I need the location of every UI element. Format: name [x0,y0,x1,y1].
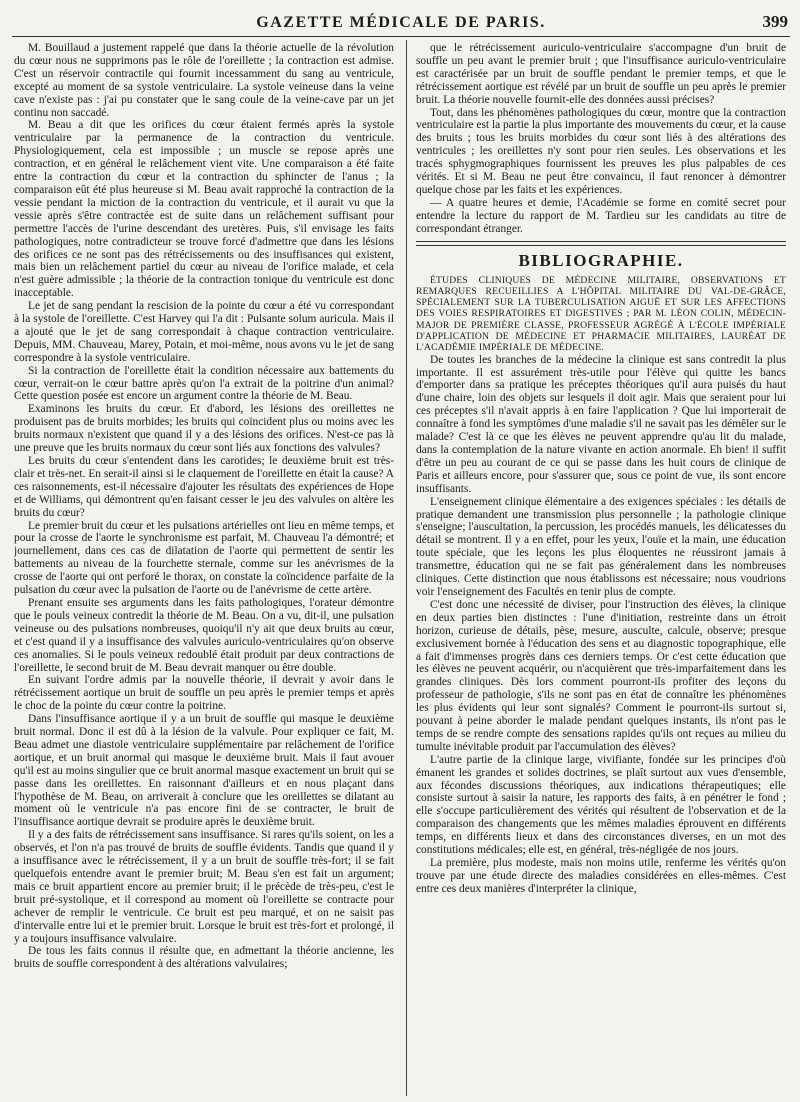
paragraph: Tout, dans les phénomènes pathologiques du cœur, montre que la contraction ventriculaire est la partie la plus importante des mouvements du cœur, et la cause des bruits ; tous les bruits morbides du cœur sont liés à des altérations des ventricules ; les oreillettes n'y sont pour rien seules. Les observations et les tracés sphygmographiques fournissent les preuves les plus palpables de ces vérités. Et si M. Beau ne peut être convaincu, il faut renoncer à démontrer quelque chose par les faits et les expériences. [416,106,786,196]
page-number: 399 [762,12,788,31]
paragraph: M. Bouillaud a justement rappelé que dans la théorie actuelle de la révolution du cœur nous ne supprimons pas le rôle de l'oreillette ; la contraction est admise. C'est un réservoir contractile qui fournit incessamment du sang au ventricule, excepté au moment de sa systole ventriculaire. La systole veineuse dans la veine cave n'existe pas : j'ai pu constater que le sang coule de la veine-cave par un jet continu non saccadé. [14,42,394,119]
paragraph: L'enseignement clinique élémentaire a des exigences spéciales : les détails de pratique demandent une transmission plus personnelle ; la pathologie clinique s'enseigne; l'auscultation, la percussion, les procédés manuels, les délicatesses du détail se montrent. Il y a en effet, pour les yeux, l'ouïe et la main, une éducation toute spéciale, que les leçons les plus éloquentes ne réussiront jamais à transmettre, éducation qui ne se fait pas généralement dans les nombreuses cliniques. Cette distinction que nous établissons est nécessaire; nous voudrions voir l'enseignement des Facultés en tenir plus de compte. [416,495,786,598]
paragraph: Le jet de sang pendant la rescision de la pointe du cœur a été vu correspondant à la systole de l'oreillette. C'est Harvey qui l'a dit : Pulsante solum auricula. Mais il a ajouté que le jet de sang correspondait à chaque contraction ventriculaire. Depuis, MM. Chauveau, Marey, Potain, et moi-même, nous avons vu le jet de sang correspondre à la systole ventriculaire. [14,300,394,364]
book-reference [416,275,786,354]
section-separator [416,241,786,246]
paragraph: La première, plus modeste, mais non moins utile, renferme les vérités qu'on trouve par une étude directe des maladies considérées en elles-mêmes. C'est entre ces deux manières d'interpréter la clinique, [416,857,786,895]
paragraph: De tous les faits connus il résulte que, en admettant la théorie ancienne, les bruits de souffle correspondent à des altérations valvulaires; [14,945,394,971]
bibliography-section [416,241,786,354]
paragraph: Si la contraction de l'oreillette était la condition nécessaire aux battements du cœur, verrait-on le cœur battre après qu'on l'a extrait de la poitrine d'un animal? Cette question posée est encore un argument contre la théorie de M. Beau. [14,364,394,403]
right-column [416,42,786,1096]
page-header [12,10,790,37]
paragraph: C'est donc une nécessité de diviser, pour l'instruction des élèves, la clinique en deux parties bien distinctes : l'une d'initiation, restreinte dans un étroit horizon, curieuse de détails, pèse, mesure, ausculte, calcule, observe; presque exclusivement bornée à l'éducation des sens et au diagnostic topographique, elle a fait d'immenses progrès dans ces derniers temps. Or c'est cette éducation que les élèves ne peuvent acquérir, ou n'acquièrent que très-imparfaitement dans les grandes cliniques. Dès lors comment pourront-ils profiter des leçons du professeur de pathologie, s'ils ne sont pas en état de connaître les phénomènes les plus évidents qui leur sont signalés? Comment le pourront-ils surtout si, pouvant à peine aborder le malade pendant quelques instants, ils n'ont pas le temps de se rendre compte des sensations rapides qu'ils ont reçues au milieu du tumulte inévitable produit par l'accumulation des élèves? [416,598,786,753]
paragraph: L'autre partie de la clinique large, vivifiante, fondée sur les principes d'où émanent les grandes et solides doctrines, se plaît surtout aux vues d'ensemble, aux fécondes discussions théoriques, aux indications thérapeutiques; elle consiste surtout à saisir la nature, les rapports des faits, à en pénétrer le fond ; elle s'occupe particulièrement des vérités qui résultent de l'observation et de la comparaison des changements que les mêmes maladies éprouvent en différents temps, en différents lieux et dans des circonstances diverses, en un mot des constitutions médicales; elle est, en général, très-négligée de nos jours. [416,753,786,857]
journal-title: GAZETTE MÉDICALE DE PARIS. [256,14,546,31]
left-column [14,42,394,1096]
paragraph: De toutes les branches de la médecine la clinique est sans contredit la plus importante. Il est assurément très-utile pour l'élève qui quitte les bancs d'emporter dans sa pratique les préceptes théoriques qu'il aura puisés du haut d'une chaire, loin des objets sur lesquels il doit agir. Mais que seraient pour lui ces préceptes s'il n'avait appris à en faire l'application ? Que lui importerait de connaître à fond les symptômes d'une maladie s'il ne savait pas les démêler sur le malade? C'est là ce que les élèves ne peuvent apprendre qu'au lit du malade, dans la contemplation de la nature vivante en action anormale. Eh bien! il suffit d'être un peu au courant de ce qui se passe dans les huit cours de clinique de Paris et ailleurs encore, pour s'assurer que, sous ce point de vue, ils sont encore insuffisants. [416,353,786,495]
section-heading: BIBLIOGRAPHIE. [518,250,684,270]
paragraph: Le premier bruit du cœur et les pulsations artérielles ont lieu en même temps, et pour la crosse de l'aorte le synchronisme est parfait, M. Chauveau l'a démontré; et journellement, dans ces cas de dilatation de l'aorte qui permettent de sentir les battements au niveau de la fourchette sternale, comme sur les anévrismes de la crosse de l'aorte qui ont perforé le thorax, on constate la coïncidence parfaite de la pulsation du cœur avec la pulsation de l'aorte ou de l'anévrisme de cette artère. [14,519,394,597]
paragraph: Il y a des faits de rétrécissement sans insuffisance. Si rares qu'ils soient, on les a observés, et l'on n'a pas trouvé de bruits de souffle évidents. Tandis que quand il y a insuffisance avec le rétrécissement, il y a un bruit de souffle très-fort; il se fait quelquefois entendre avant le premier bruit; M. Beau s'en est fait un argument; mais ce bruit appartient encore au premier bruit; il le précède de très-peu, c'est le bruit pré-systolique, et il correspond au moment où l'oreillette se contracte pour achever de remplir le ventricule. Ce bruit est peu marqué, et on ne saisit pas d'intervalle entre lui et le premier bruit. Lorsque le bruit est très-fort et prolongé, il y a toujours insuffisance valvulaire. [14,829,394,945]
paragraph: Dans l'insuffisance aortique il y a un bruit de souffle qui masque le deuxième bruit normal. Donc il est dû à la lésion de la valvule. Pour expliquer ce fait, M. Beau admet une diastole ventriculaire supplémentaire par relâchement de l'orifice aortique, et un bruit anormal qui masque le deuxième bruit. Mais il faut avouer qu'il est au moins singulier que ce bruit anormal masque exactement un bruit qui se passe dans les oreillettes. En raisonnant d'ailleurs et en nous plaçant dans l'hypothèse de M. Beau, on arriverait à conclure que les oreillettes se dilatant au moment où le ventricule n'a pas encore fini de se contracter, le bruit de l'insuffisance aortique devrait se produire après le deuxième bruit. [14,713,394,829]
paragraph: que le rétrécissement auriculo-ventriculaire s'accompagne d'un bruit de souffle un peu avant le premier bruit ; que l'insuffisance auriculo-ventriculaire est caractérisée par un bruit de souffle pendant le premier temps, et que le rétrécissement aortique est révélé par un bruit de souffle un peu après le premier bruit. La théorie nouvelle fournit-elle des données aussi précises? [416,42,786,106]
paragraph: Les bruits du cœur s'entendent dans les carotides; le deuxième bruit est très-clair et très-net. En serait-il ainsi si le claquement de l'oreillette en était la cause? A ces raisonnements, est-il nécessaire d'ajouter les résultats des expériences de Hope et de Williams, qui démontrent qu'en faisant cesser le jeu des valvules on altère les bruits du cœur? [14,455,394,519]
book-reference-text: ÉTUDES CLINIQUES DE MÉDECINE MILITAIRE, OBSERVATIONS ET REMARQUES RECUEILLIES A L'HÔPITAL MILITAIRE DU VAL-DE-GRÂCE, SPÉCIALEMENT SUR LA TUBERCULISATION AIGUË ET SUR LES AFFECTIONS DES VOIES RESPIRATOIRES ET DIGESTIVES ; PAR M. LÉON COLIN, MÉDECIN-MAJOR DE PREMIÈRE CLASSE, PROFESSEUR AGRÉGÉ À L'ÉCOLE IMPÉRIALE D'APPLICATION DE MÉDECINE ET PHARMACIE MILITAIRES, LAURÉAT DE L'ACADÉMIE IMPÉRIALE DE MÉDECINE. [416,274,786,354]
session-note: — A quatre heures et demie, l'Académie se forme en comité secret pour entendre la lecture du rapport de M. Tardieu sur les candidats au titre de correspondant étranger. [416,196,786,235]
paragraph: En suivant l'ordre admis par la nouvelle théorie, il devrait y avoir dans le rétrécissement aortique un bruit de souffle un peu après le premier temps et après le choc de la pointe du cœur contre la poitrine. [14,674,394,713]
paragraph: Examinons les bruits du cœur. Et d'abord, les lésions des oreillettes ne produisent pas de bruits morbides; les bruits qui coïncident plus ou moins avec les bruits normaux n'existent que quand il y a des lésions des orifices. N'est-ce pas là une preuve que les bruits normaux du cœur sont liés aux fonctions des valvules? [14,403,394,455]
column-divider [406,40,407,1096]
paragraph: Prenant ensuite ses arguments dans les faits pathologiques, l'orateur démontre que le pouls veineux contredit la théorie de M. Beau. On a vu, dit-il, une pulsation veineuse ou des pulsations nombreuses, quoiqu'il n'y ait que deux bruits au cœur, et c'est quand il y a insuffisance des valvules auriculo-ventriculaires qu'on observe ces anomalies. Si le pouls veineux redoublé était produit par deux contractions de l'oreillette, le second bruit de M. Beau devrait manquer ou être double. [14,596,394,674]
paragraph: M. Beau a dit que les orifices du cœur étaient fermés après la systole ventriculaire par la permanence de la contraction du ventricule. Physiologiquement, cela est impossible ; un muscle se repose après une contraction, et en général le relâchement vient vite. Une comparaison a été faite entre la contraction du cœur et la contraction du sphincter de l'anus ; la comparaison eût été plus heureuse si M. Beau avait rapproché la contraction de la vessie pendant la miction de la contraction du ventricule, et il aurait vu que la vessie après s'être contractée est de suite dans un relâchement suffisant pour permettre l'accès de l'urine descendant des uretères. Puis, s'il envisage les faits pathologiques, notre contradicteur se trouve forcé d'admettre que dans les lésions des orifices ce ne sont pas des rétrécissements ou des insuffisances qui existent, mais bien un relâchement partiel du cœur au niveau de l'orifice malade, et cela n'est guère admissible ; la théorie de la contraction tonique du ventricule est donc inacceptable. [14,119,394,300]
